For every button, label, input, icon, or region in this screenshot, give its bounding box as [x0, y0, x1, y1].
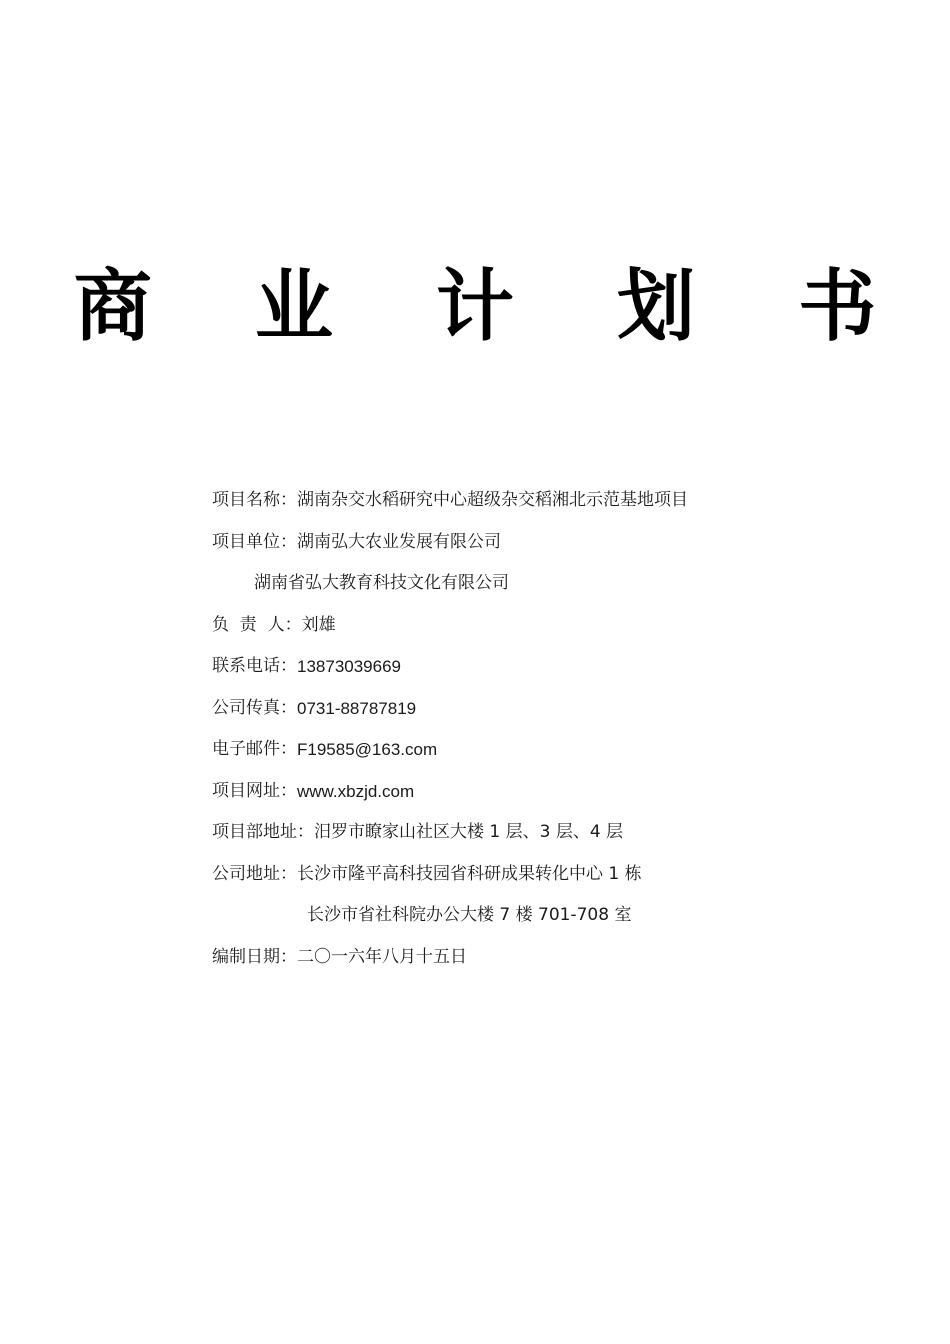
project-dept-address-value: 汨罗市瞭家山社区大楼 1 层、3 层、4 层	[314, 822, 624, 842]
website-label: 项目网址：	[212, 780, 297, 801]
website-value: www.xbzjd.com	[297, 781, 415, 801]
fax-label: 公司传真：	[212, 697, 297, 718]
project-unit-value-2: 湖南省弘大教育科技文化有限公司	[254, 573, 509, 593]
person-in-charge-label: 负 责 人：	[212, 614, 302, 635]
website-row	[212, 771, 862, 813]
company-address-value-2: 长沙市省社科院办公大楼 7 楼 701-708 室	[307, 905, 632, 925]
phone-row	[212, 646, 862, 688]
project-unit-row	[212, 522, 862, 564]
person-in-charge-value: 刘雄	[301, 614, 336, 635]
project-name-value: 湖南杂交水稻研究中心超级杂交稻湘北示范基地项目	[297, 490, 688, 510]
project-unit-label: 项目单位：	[212, 531, 297, 552]
project-unit-row-2	[212, 563, 862, 605]
email-label: 电子邮件：	[212, 739, 297, 759]
document-title: 商 业 计 划 书	[73, 261, 915, 352]
project-dept-address-label: 项目部地址：	[212, 822, 314, 842]
phone-label: 联系电话：	[212, 656, 297, 676]
project-unit-value: 湖南弘大农业发展有限公司	[297, 531, 501, 552]
project-name-label: 项目名称：	[212, 490, 297, 510]
email-row	[212, 729, 862, 771]
date-label: 编制日期：	[212, 946, 297, 967]
date-row	[212, 937, 862, 979]
project-info-block	[212, 480, 862, 978]
project-dept-address-row	[212, 812, 862, 854]
date-value: 二〇一六年八月十五日	[297, 946, 467, 967]
email-value: F19585@163.com	[297, 740, 438, 759]
fax-value: 0731-88787819	[297, 698, 417, 718]
company-address-label: 公司地址：	[212, 863, 297, 884]
phone-value: 13873039669	[297, 657, 402, 676]
company-address-value: 长沙市隆平高科技园省科研成果转化中心 1 栋	[297, 863, 642, 884]
project-name-row	[212, 480, 862, 522]
fax-row	[212, 688, 862, 730]
company-address-row	[212, 854, 862, 896]
company-address-row-2	[212, 895, 862, 937]
person-in-charge-row	[212, 605, 862, 647]
